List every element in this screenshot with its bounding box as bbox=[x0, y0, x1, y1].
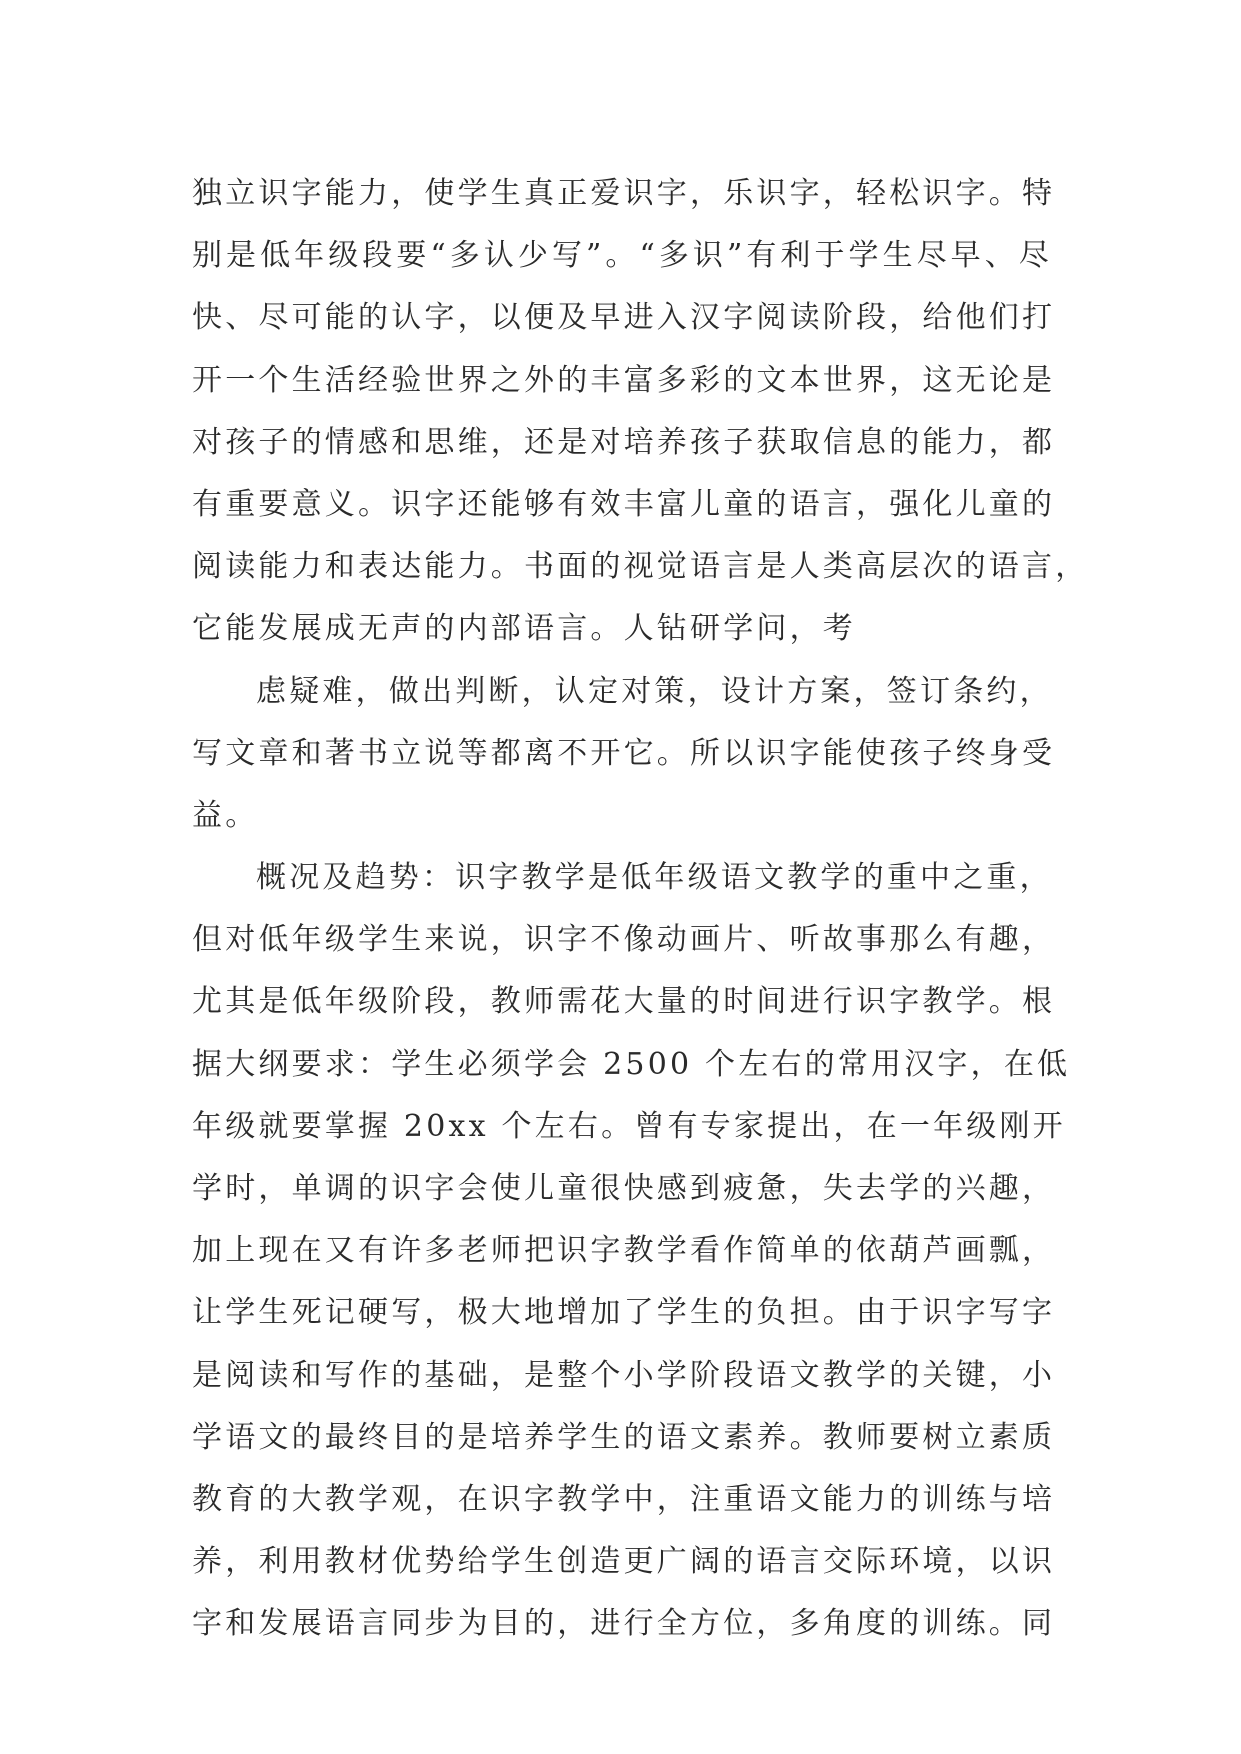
body-text bbox=[192, 163, 1089, 1656]
text-line: 益。 bbox=[192, 797, 259, 833]
text-line: 教育的大教学观，在识字教学中，注重语文能力的训练与培 bbox=[192, 1481, 1056, 1517]
text-line: 它能发展成无声的内部语言。人钻研学问，考 bbox=[192, 611, 856, 647]
text-line: 虑疑难，做出判断，认定对策，设计方案，签订条约， bbox=[256, 673, 1053, 709]
text-line: 概况及趋势：识字教学是低年级语文教学的重中之重， bbox=[256, 860, 1053, 896]
text-line: 学时，单调的识字会使儿童很快感到疲惫，失去学的兴趣， bbox=[192, 1171, 1056, 1206]
text-line: 字和发展语言同步为目的，进行全方位，多角度的训练。同 bbox=[192, 1606, 1056, 1642]
text-line: 快、尽可能的认字，以便及早进入汉字阅读阶段，给他们打 bbox=[192, 300, 1056, 336]
text-line: 但对低年级学生来说，识字不像动画片、听故事那么有趣， bbox=[192, 922, 1056, 958]
text-line: 别是低年级段要“多认少写”。“多识”有利于学生尽早、尽 bbox=[192, 238, 1052, 274]
text-line: 独立识字能力，使学生真正爱识字，乐识字，轻松识字。特 bbox=[192, 176, 1056, 211]
text-line: 学语文的最终目的是培养学生的语文素养。教师要树立素质 bbox=[192, 1419, 1056, 1455]
text-line: 让学生死记硬写，极大地增加了学生的负担。由于识字写字 bbox=[192, 1295, 1056, 1331]
text-line: 阅读能力和表达能力。书面的视觉语言是人类高层次的语言， bbox=[192, 549, 1089, 585]
text-line: 有重要意义。识字还能够有效丰富儿童的语言，强化儿童的 bbox=[192, 486, 1056, 522]
text-line: 尤其是低年级阶段，教师需花大量的时间进行识字教学。根 bbox=[192, 984, 1056, 1020]
text-line: 养，利用教材优势给学生创造更广阔的语言交际环境，以识 bbox=[192, 1544, 1056, 1580]
text-line: 对孩子的情感和思维，还是对培养孩子获取信息的能力，都 bbox=[192, 424, 1056, 460]
text-line: 据大纲要求：学生必须学会 2500 个左右的常用汉字，在低 bbox=[192, 1046, 1071, 1082]
text-line: 年级就要掌握 20xx 个左右。曾有专家提出，在一年级刚开 bbox=[192, 1108, 1066, 1144]
text-line: 加上现在又有许多老师把识字教学看作简单的依葫芦画瓢， bbox=[192, 1233, 1056, 1269]
text-line: 开一个生活经验世界之外的丰富多彩的文本世界，这无论是 bbox=[192, 362, 1056, 398]
text-line: 是阅读和写作的基础，是整个小学阶段语文教学的关键，小 bbox=[192, 1357, 1056, 1393]
text-line: 写文章和著书立说等都离不开它。所以识字能使孩子终身受 bbox=[192, 735, 1056, 771]
